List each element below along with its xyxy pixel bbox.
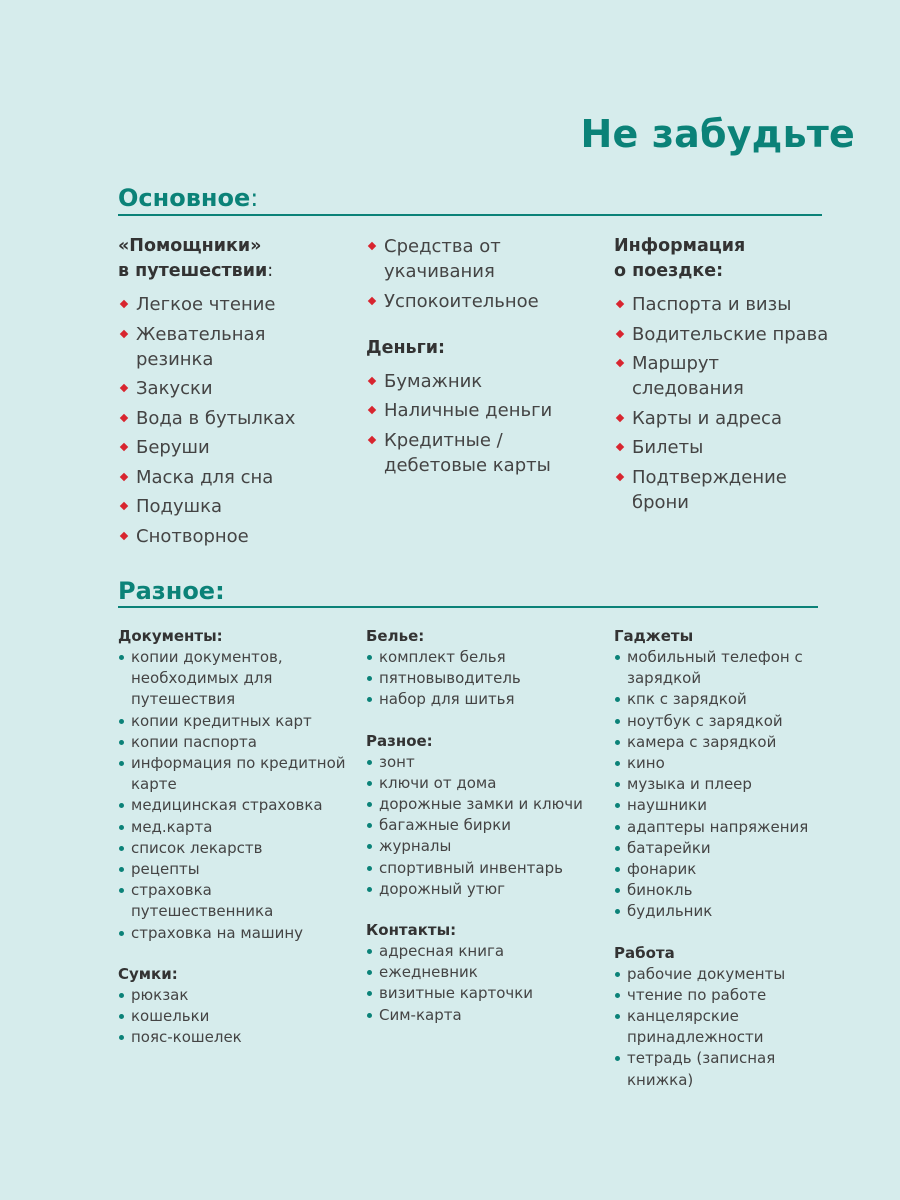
- list-item: спортивный инвентарь: [366, 858, 596, 879]
- section-heading-misc: Разное:: [118, 577, 225, 605]
- group-title-line: Информация: [614, 236, 746, 256]
- list-item: Вода в бутылках: [118, 406, 348, 431]
- list-item: Карты и адреса: [614, 406, 829, 431]
- documents-list: [118, 647, 353, 944]
- group-title-line: «Помощники»: [118, 236, 262, 256]
- list-item: визитные карточки: [366, 983, 596, 1004]
- contacts-list: [366, 941, 596, 1026]
- list-item: Водительские права: [614, 322, 829, 347]
- list-item: зонт: [366, 752, 596, 773]
- group-title-colon: :: [267, 261, 274, 281]
- group-linen: [366, 626, 596, 711]
- list-item: комплект белья: [366, 647, 596, 668]
- list-item: бинокль: [614, 880, 829, 901]
- list-item: кпк с зарядкой: [614, 689, 829, 710]
- list-item: Подтверждение брони: [614, 465, 829, 515]
- helpers-list: [118, 292, 348, 549]
- group-motion: [366, 234, 566, 314]
- various-list: [366, 752, 596, 900]
- work-list: [614, 964, 829, 1091]
- list-item: копии кредитных карт: [118, 711, 353, 732]
- section-heading-basic: [118, 184, 258, 212]
- list-item: Беруши: [118, 435, 348, 460]
- list-item: ежедневник: [366, 962, 596, 983]
- list-item: пояс-кошелек: [118, 1027, 353, 1048]
- group-various: [366, 731, 596, 900]
- list-item: тетрадь (записная книжка): [614, 1048, 829, 1090]
- group-title-trip-info: [614, 234, 829, 284]
- group-title-helpers: [118, 234, 348, 284]
- group-bags: [118, 964, 353, 1049]
- list-item: Наличные деньги: [366, 398, 566, 423]
- list-item: камера с зарядкой: [614, 732, 829, 753]
- list-item: рецепты: [118, 859, 353, 880]
- group-contacts: [366, 920, 596, 1026]
- list-item: Средства от укачивания: [366, 234, 566, 284]
- list-item: Подушка: [118, 494, 348, 519]
- list-item: ноутбук с зарядкой: [614, 711, 829, 732]
- group-title-line: в путешествии: [118, 261, 268, 281]
- group-title-bags: Сумки:: [118, 964, 178, 983]
- list-item: будильник: [614, 901, 829, 922]
- list-item: набор для шитья: [366, 689, 596, 710]
- group-work: [614, 943, 829, 1091]
- list-item: информация по кредитной карте: [118, 753, 353, 795]
- list-item: Бумажник: [366, 369, 566, 394]
- list-item: список лекарств: [118, 838, 353, 859]
- list-item: Снотворное: [118, 524, 348, 549]
- bags-list: [118, 985, 353, 1049]
- section-divider: [118, 606, 818, 608]
- list-item: рюкзак: [118, 985, 353, 1006]
- misc-column-3: [614, 626, 829, 1111]
- list-item: медицинская страховка: [118, 795, 353, 816]
- list-item: страховка путешественника: [118, 880, 353, 922]
- section-heading-text: Основное: [118, 184, 251, 212]
- list-item: адресная книга: [366, 941, 596, 962]
- list-item: Успокоительное: [366, 289, 566, 314]
- list-item: Сим-карта: [366, 1005, 596, 1026]
- misc-column-2: [366, 626, 596, 1046]
- middle-column: [366, 234, 566, 500]
- list-item: мед.карта: [118, 817, 353, 838]
- list-item: музыка и плеер: [614, 774, 829, 795]
- list-item: адаптеры напряжения: [614, 817, 829, 838]
- group-money: [366, 336, 566, 478]
- list-item: ключи от дома: [366, 773, 596, 794]
- list-item: Легкое чтение: [118, 292, 348, 317]
- gadgets-list: [614, 647, 829, 923]
- list-item: канцелярские принадлежности: [614, 1006, 829, 1048]
- section-heading-colon: :: [250, 184, 259, 212]
- list-item: рабочие документы: [614, 964, 829, 985]
- group-title-documents: Документы:: [118, 627, 223, 645]
- motion-list: [366, 234, 566, 314]
- trip-info-column: [614, 234, 829, 519]
- list-item: Билеты: [614, 435, 829, 460]
- list-item: фонарик: [614, 859, 829, 880]
- list-item: багажные бирки: [366, 815, 596, 836]
- list-item: журналы: [366, 836, 596, 857]
- list-item: Паспорта и визы: [614, 292, 829, 317]
- list-item: Маршрут следования: [614, 351, 829, 401]
- list-item: кино: [614, 753, 829, 774]
- trip-info-list: [614, 292, 829, 515]
- list-item: батарейки: [614, 838, 829, 859]
- group-documents: [118, 626, 353, 944]
- group-title-line: о поездке:: [614, 261, 724, 281]
- money-list: [366, 369, 566, 478]
- list-item: чтение по работе: [614, 985, 829, 1006]
- group-gadgets: [614, 626, 829, 923]
- list-item: наушники: [614, 795, 829, 816]
- group-title-contacts: Контакты:: [366, 921, 457, 940]
- list-item: копии документов, необходимых для путешествия: [118, 647, 353, 711]
- helpers-column: [118, 234, 348, 553]
- group-title-various: Разное:: [366, 731, 433, 750]
- list-item: мобильный телефон с зарядкой: [614, 647, 829, 689]
- misc-column-1: [118, 626, 353, 1068]
- section-divider: [118, 214, 822, 216]
- list-item: Кредитные / дебетовые карты: [366, 428, 566, 478]
- linen-list: [366, 647, 596, 711]
- group-title-work: Работа: [614, 943, 675, 962]
- list-item: Закуски: [118, 376, 348, 401]
- group-title-money: Деньги:: [366, 337, 446, 358]
- list-item: Жевательная резинка: [118, 322, 348, 372]
- list-item: пятновыводитель: [366, 668, 596, 689]
- list-item: копии паспорта: [118, 732, 353, 753]
- list-item: дорожный утюг: [366, 879, 596, 900]
- list-item: кошельки: [118, 1006, 353, 1027]
- list-item: дорожные замки и ключи: [366, 794, 596, 815]
- list-item: Маска для сна: [118, 465, 348, 490]
- list-item: страховка на машину: [118, 923, 353, 944]
- page-title: Не забудьте: [580, 112, 855, 156]
- group-title-gadgets: Гаджеты: [614, 627, 694, 645]
- group-title-linen: Белье:: [366, 627, 425, 645]
